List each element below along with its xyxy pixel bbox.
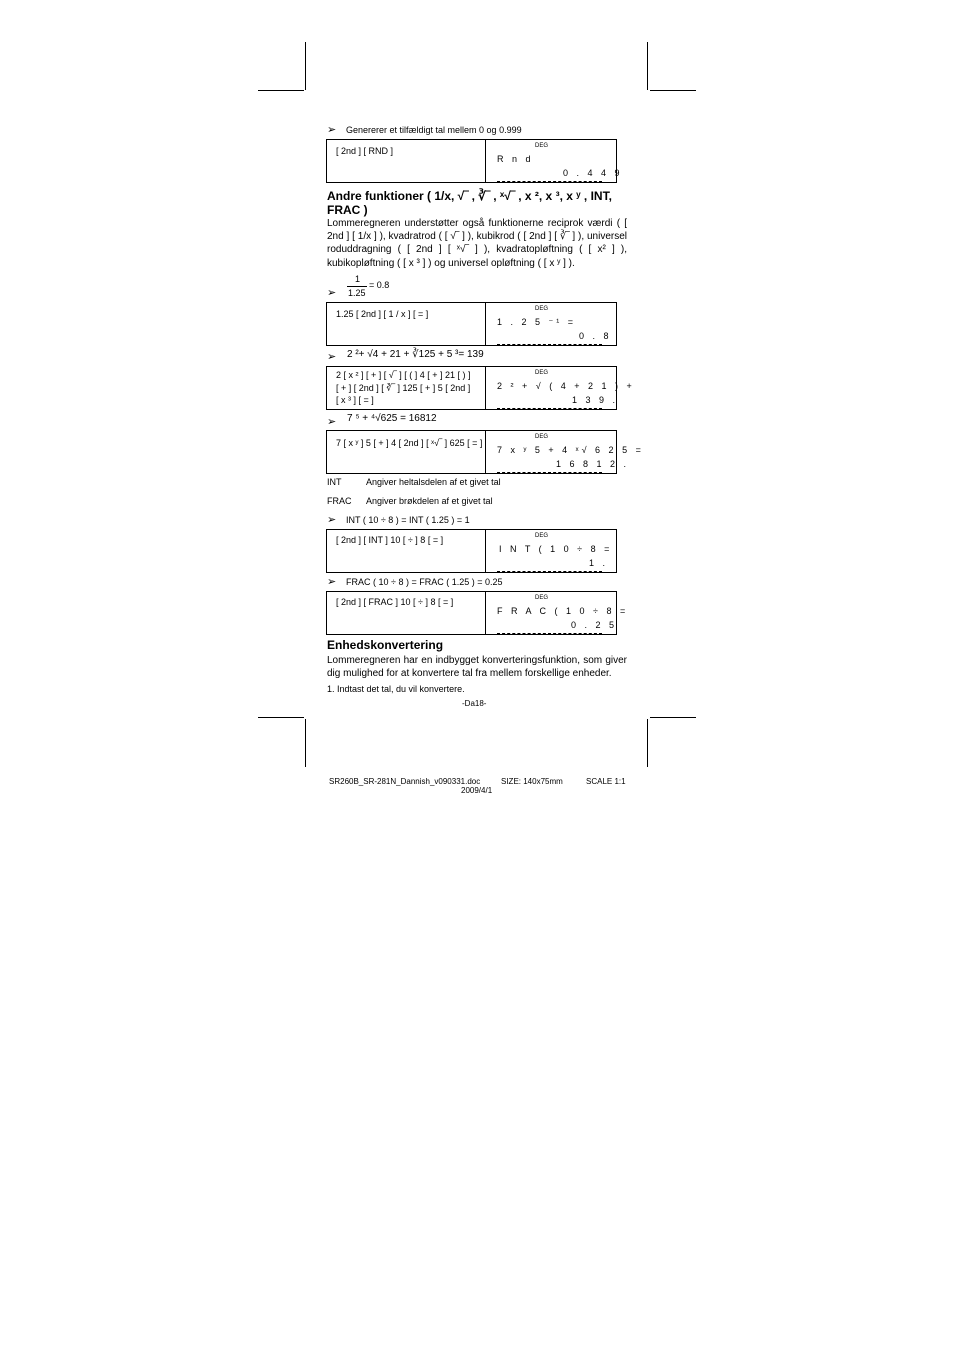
lcd-result: 0 . 8 [579,331,612,341]
fraction-result: = 0.8 [369,280,390,290]
bullet-arrow: ➢ [327,287,337,299]
crop-mark-bottom-right-v [647,719,648,767]
rnd-description: Genererer et tilfældigt tal mellem 0 og 0.999 [346,125,522,135]
ex5-example-box [326,591,629,635]
crop-mark-top-right-v [647,42,648,90]
lcd-underline [497,344,602,345]
deg-indicator: DEG [535,595,549,601]
ex1-keys: 1.25 [ 2nd ] [ 1 / x ] [ = ] [336,309,429,319]
rnd-keys: [ 2nd ] [ RND ] [336,146,394,156]
bullet-arrow: ➢ [327,416,337,428]
crop-mark-bottom-left-h [258,717,304,718]
ex4-keys: [ 2nd ] [ INT ] 10 [ ÷ ] 8 [ = ] [336,535,444,545]
lcd-result: 1 . [589,558,609,568]
lcd-line: I N T ( 1 0 ÷ 8 = [499,544,613,554]
lcd-line: R n d [497,154,534,164]
step-1: 1. Indtast det tal, du vil konvertere. [327,684,465,694]
lcd-result: 0 . 4 4 9 [563,168,623,178]
lcd-underline [497,472,602,473]
bullet-arrow: ➢ [327,124,337,136]
section-title-line1: Andre funktioner ( 1/x, √‾ , ∛‾ , ˣ√‾ , x ², x ³, x ʸ , INT, [327,189,612,203]
section-paragraph: Lommeregneren understøtter også funktionerne reciprok værdi ( [ 2nd ] [ 1/x ] ), kvadratrod ( [ √‾ ] ), kubikrod ( [ 2nd ] [ ∛‾ ] ), universel roduddragning ( [ 2nd ] [ ˣ√‾ ] ), kvadratopløftning ( [ x² ] ), kubikopløftning ( [ x ³ ] ) og universel opløftning ( [ x ʸ ] ). [327,218,627,269]
footer-size: SIZE: 140x75mm [501,777,563,786]
lcd-line: 2 ² + √ ( 4 + 2 1 ) + [497,381,635,391]
frac-label: FRAC [327,496,352,506]
ex4-example-box [326,529,617,573]
fraction-numerator: 1 [355,274,361,284]
int-description: Angiver heltalsdelen af et givet tal [366,477,501,487]
fraction-denominator: 1.25 [348,288,366,298]
frac-description: Angiver brøkdelen af et givet tal [366,496,493,506]
fraction-bar [347,286,367,287]
deg-indicator: DEG [535,306,549,312]
lcd-underline [497,181,602,182]
lcd-result: 1 3 9 . [572,395,619,405]
lcd-underline [497,571,602,572]
bullet-arrow: ➢ [327,514,337,526]
ex5-keys: [ 2nd ] [ FRAC ] 10 [ ÷ ] 8 [ = ] [336,597,454,607]
ex1-example-box [326,302,617,346]
ex2-formula: 2 ²+ √4 + 21 + ∛125 + 5 ³= 139 [347,349,484,360]
ex2-example-box [326,366,635,410]
ex3-keys: 7 [ x ʸ ] 5 [ + ] 4 [ 2nd ] [ ˣ√‾ ] 625 [ = ] [336,438,483,448]
footer-date: 2009/4/1 [461,786,493,795]
ex2-keys-line2: [ + ] [ 2nd ] [ ∛‾ ] 125 [ + ] 5 [ 2nd ] [336,383,471,393]
crop-mark-top-left-v [305,42,306,90]
lcd-line: F R A C ( 1 0 ÷ 8 = [497,606,629,616]
unit-conversion-paragraph: Lommeregneren har en indbygget konverteringsfunktion, som giver dig mulighed for at konvertere tal fra mellem forskellige enheder. [327,655,627,680]
page-number: -Da18- [462,699,487,708]
crop-mark-bottom-right-h [650,717,696,718]
deg-indicator: DEG [535,434,549,440]
deg-indicator: DEG [535,370,549,376]
footer-scale: SCALE 1:1 [586,777,626,786]
deg-indicator: DEG [535,143,549,149]
bullet-arrow: ➢ [327,351,337,363]
int-label: INT [327,477,342,487]
rnd-example-box [326,139,623,183]
ex5-description: FRAC ( 10 ÷ 8 ) = FRAC ( 1.25 ) = 0.25 [346,577,503,587]
crop-mark-bottom-left-v [305,719,306,767]
lcd-underline [497,633,602,634]
lcd-line: 1 . 2 5 ⁻¹ = [497,317,577,327]
crop-mark-top-right-h [650,90,696,91]
section-title-unit-conversion: Enhedskonvertering [327,638,444,652]
ex2-keys-line3: [ x ³ ] [ = ] [336,395,374,405]
crop-mark-top-left-h [258,90,304,91]
ex3-example-box [326,430,644,474]
section-title-line2: FRAC ) [327,203,368,217]
ex4-description: INT ( 10 ÷ 8 ) = INT ( 1.25 ) = 1 [346,515,470,525]
lcd-result: 0 . 2 5 [571,620,618,630]
lcd-underline [497,408,602,409]
lcd-result: 1 6 8 1 2 . [556,459,630,469]
footer-filename: SR260B_SR-281N_Dannish_v090331.doc [329,777,481,786]
lcd-line: 7 x ʸ 5 + 4 ˣ√ 6 2 5 = [497,445,644,455]
deg-indicator: DEG [535,533,549,539]
ex2-keys-line1: 2 [ x ² ] [ + ] [ √‾ ] [ ( ] 4 [ + ] 21 [ ) ] [336,370,471,380]
bullet-arrow: ➢ [327,576,337,588]
ex3-formula: 7 ⁵ + ⁴√625 = 16812 [347,413,437,424]
